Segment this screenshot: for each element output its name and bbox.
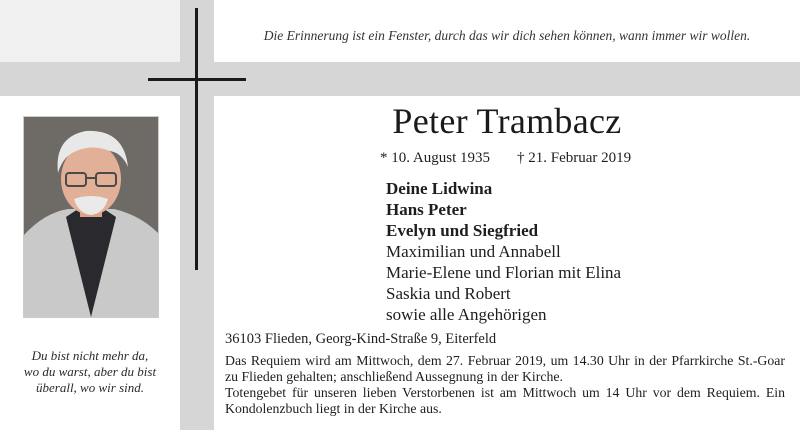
death-date: † 21. Februar 2019 — [517, 150, 632, 166]
top-left-corner — [0, 0, 180, 62]
family-member: sowie alle Angehörigen — [386, 305, 547, 324]
family-member: Marie-Elene und Florian mit Elina — [386, 263, 622, 282]
family-member: Hans Peter — [386, 200, 467, 219]
address: 36103 Flieden, Georg-Kind-Straße 9, Eiterfeld — [225, 331, 497, 347]
notice-paragraph: Das Requiem wird am Mittwoch, dem 27. Februar 2019, um 14.30 Uhr in der Pfarrkirche St.-Goar zu Flieden gehalten; anschließend Aussegnung in der Kirche. — [225, 353, 785, 384]
portrait-photo — [24, 117, 158, 317]
cross-vertical-bar — [195, 8, 198, 270]
left-quote — [8, 348, 172, 396]
funeral-notice — [225, 353, 785, 417]
frame-horizontal-band — [0, 62, 800, 96]
deceased-name: Peter Trambacz — [392, 101, 622, 141]
cross-horizontal-bar — [148, 78, 246, 81]
left-quote-line: Du bist nicht mehr da, — [31, 348, 149, 363]
family-list — [386, 178, 786, 325]
family-member: Deine Lidwina — [386, 179, 493, 198]
left-quote-line: überall, wo wir sind. — [36, 380, 144, 395]
notice-paragraph: Totengebet für unseren lieben Verstorbenen ist am Mittwoch um 14 Uhr vor dem Requiem. Ein Kondolenzbuch liegt in der Kirche aus. — [225, 385, 785, 416]
family-member: Saskia und Robert — [386, 284, 511, 303]
family-member: Maximilian und Annabell — [386, 242, 561, 261]
family-member: Evelyn und Siegfried — [386, 221, 539, 240]
birth-date: * 10. August 1935 — [380, 150, 491, 166]
top-quote: Die Erinnerung ist ein Fenster, durch das wir dich sehen können, wann immer wir wollen. — [263, 28, 751, 43]
left-quote-line: wo du warst, aber du bist — [23, 364, 157, 379]
